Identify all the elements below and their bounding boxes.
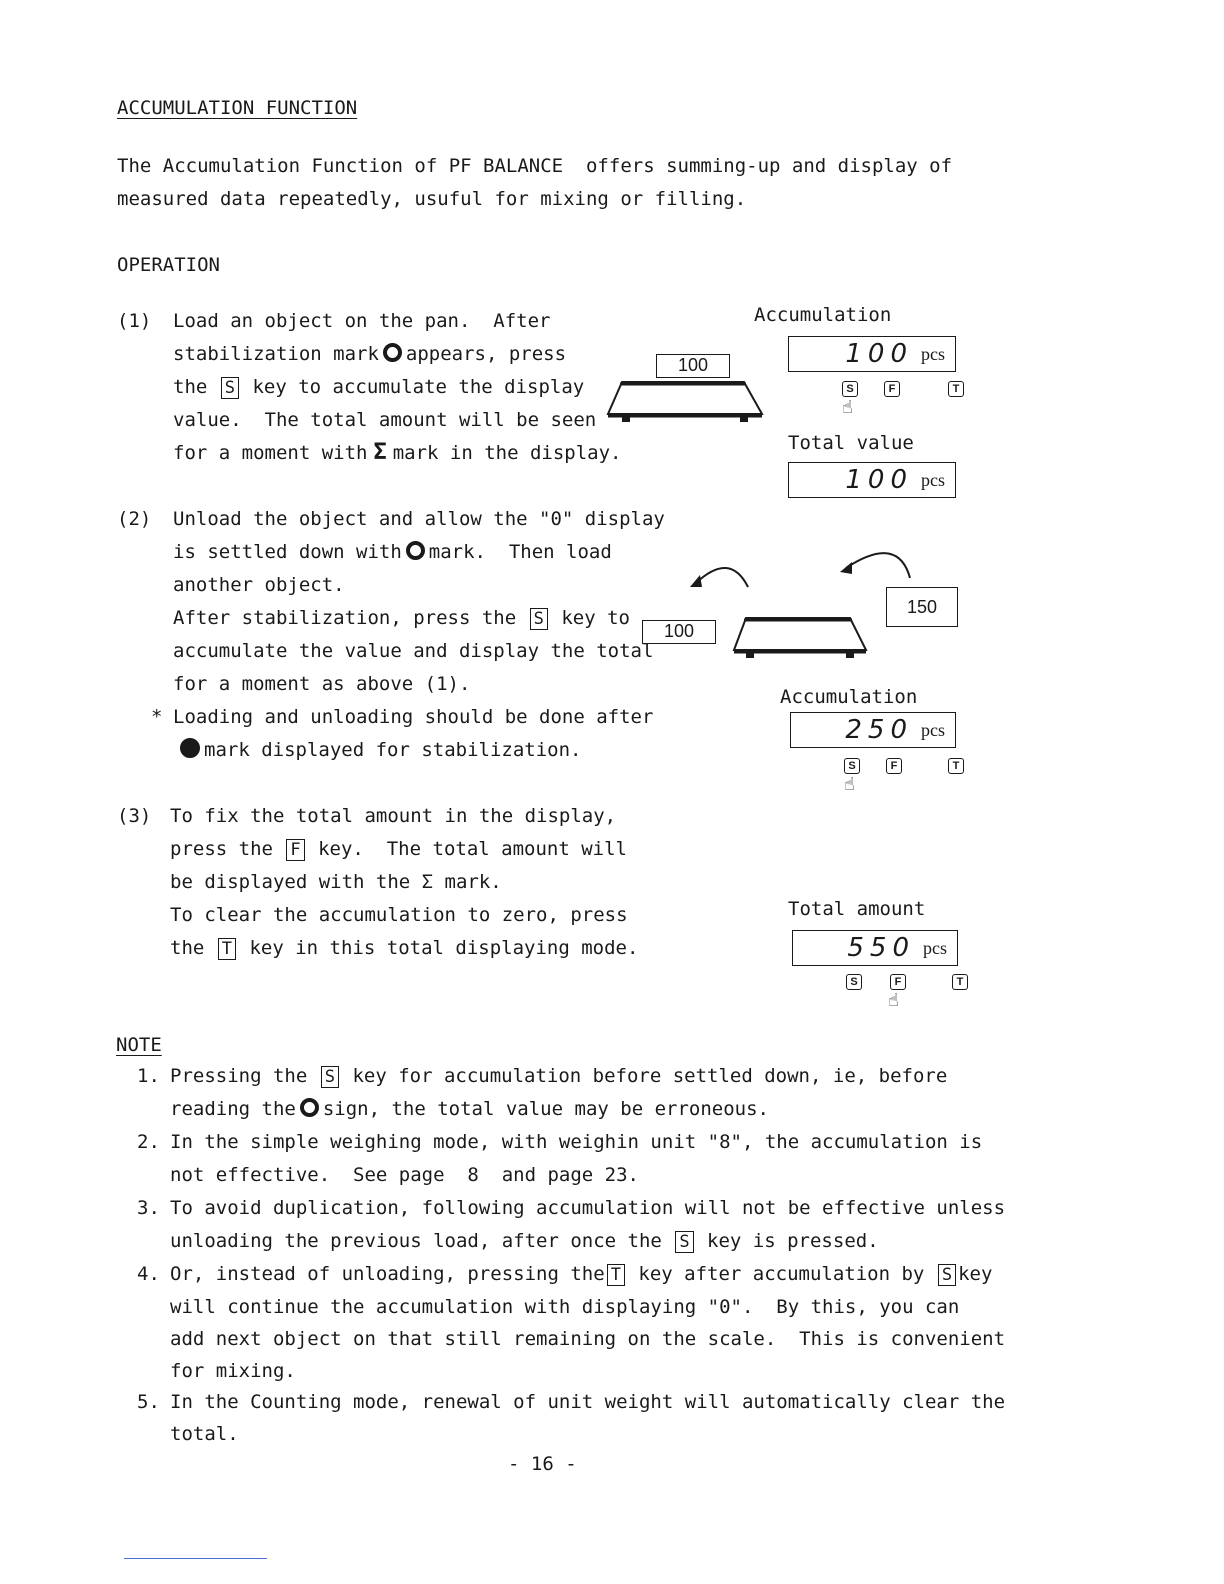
s-key-icon: S (221, 377, 239, 399)
step1-text: key to accumulate the display (252, 376, 585, 398)
display-unit: pcs (923, 937, 947, 958)
step3-line-5 (170, 936, 638, 960)
step1-line-5 (173, 441, 622, 465)
display-value: 100 (845, 465, 913, 495)
step1-number: (1) (117, 310, 152, 332)
f-key-icon: F (890, 974, 906, 990)
fig2-accumulation-display (790, 712, 956, 748)
note2-line-2: not effective. See page 8 and page 23. (170, 1164, 639, 1186)
step1-line-3 (173, 375, 584, 399)
note1-number: 1. (137, 1065, 160, 1087)
display-value: 250 (845, 715, 913, 745)
note5-line-2: total. (170, 1423, 239, 1445)
note-text: key (958, 1263, 993, 1285)
step3-line-3: be displayed with the Σ mark. (170, 871, 502, 893)
note4-line-1 (170, 1262, 992, 1286)
note-text: key after accumulation by (638, 1263, 925, 1285)
fig1-accumulation-display (788, 336, 956, 372)
intro-line-1: The Accumulation Function of PF BALANCE offers summing-up and display of (117, 155, 953, 177)
step2-line-5: accumulate the value and display the total (173, 640, 654, 662)
object-tag: 100 (656, 354, 730, 378)
operation-heading: OPERATION (117, 254, 220, 276)
fig2-accumulation-label: Accumulation (780, 686, 918, 708)
note-text: Pressing the (170, 1065, 308, 1087)
note5-number: 5. (137, 1391, 160, 1413)
step1-line-4: value. The total amount will be seen (173, 409, 597, 431)
t-key-icon: T (607, 1264, 625, 1286)
note-text: Or, instead of unloading, pressing the (170, 1263, 605, 1285)
pressing-hand-icon: ☝ (844, 774, 855, 795)
note-text: unloading the previous load, after once the (170, 1230, 662, 1252)
display-unit: pcs (921, 343, 945, 364)
step1-line-1: Load an object on the pan. After (173, 310, 551, 332)
step2-line-4 (173, 606, 630, 630)
intro-line-2: measured data repeatedly, usuful for mixing or filling. (117, 188, 747, 210)
step3-line-2 (170, 837, 627, 861)
f-key-icon: F (886, 758, 902, 774)
step1-text: appears, press (405, 343, 567, 365)
scale-icon (728, 612, 873, 662)
step2-text: is settled down with (173, 541, 402, 563)
step3-text: key in this total displaying mode. (249, 937, 639, 959)
f-key-icon: F (286, 839, 304, 861)
step2-number: (2) (117, 508, 152, 530)
display-unit: pcs (921, 469, 945, 490)
note5-line-1: In the Counting mode, renewal of unit weight will automatically clear the (170, 1391, 1006, 1413)
note1-line-1 (170, 1064, 947, 1088)
s-key-icon: S (938, 1264, 956, 1286)
fig3-total-label: Total amount (788, 898, 926, 920)
note-text: reading the (170, 1098, 296, 1120)
step2-text: mark. Then load (428, 541, 612, 563)
scale-icon (600, 376, 770, 426)
step2-note-line-2 (176, 738, 582, 762)
s-key-icon: S (675, 1231, 693, 1253)
step3-text: the (170, 937, 205, 959)
note4-line-4: for mixing. (170, 1360, 296, 1382)
sigma-mark-icon: Σ (373, 440, 387, 465)
fig3-total-display (792, 930, 958, 966)
step2-note-star: * (151, 706, 163, 728)
t-key-icon: T (948, 381, 964, 397)
f-key-icon: F (884, 381, 900, 397)
stabilization-mark-icon (300, 1098, 319, 1117)
step3-line-1: To fix the total amount in the display, (170, 805, 617, 827)
note2-line-1: In the simple weighing mode, with weighin unit "8", the accumulation is (170, 1131, 983, 1153)
s-key-icon: S (321, 1066, 339, 1088)
s-key-icon: S (846, 974, 862, 990)
note4-line-2: will continue the accumulation with displaying "0". By this, you can (170, 1296, 960, 1318)
new-object-tag: 150 (886, 587, 958, 627)
t-key-icon: T (218, 938, 236, 960)
t-key-icon: T (952, 974, 968, 990)
s-key-icon: S (844, 758, 860, 774)
step1-text: stabilization mark (173, 343, 379, 365)
note4-line-3: add next object on that still remaining on the scale. This is convenient (170, 1328, 1006, 1350)
pressing-hand-icon: ☝ (888, 990, 899, 1011)
stabilization-mark-icon (406, 541, 425, 560)
step3-line-4: To clear the accumulation to zero, press (170, 904, 628, 926)
s-key-icon: S (530, 608, 548, 630)
unload-arrow-icon (686, 545, 756, 589)
step2-text: After stabilization, press the (173, 607, 517, 629)
note3-line-2 (170, 1229, 879, 1253)
step3-text: press the (170, 838, 273, 860)
display-value: 550 (847, 933, 915, 963)
step2-text: key to (561, 607, 630, 629)
display-value: 100 (845, 339, 913, 369)
s-key-icon: S (842, 381, 858, 397)
step2-text: mark displayed for stabilization. (204, 739, 582, 761)
step3-text: key. The total amount will (318, 838, 627, 860)
note-text: key for accumulation before settled down, ie, before (352, 1065, 948, 1087)
step2-line-6: for a moment as above (1). (173, 673, 471, 695)
note-text: sign, the total value may be erroneous. (322, 1098, 769, 1120)
page-number: - 16 - (508, 1453, 577, 1475)
load-arrow-icon (838, 542, 918, 582)
t-key-icon: T (948, 758, 964, 774)
fig1-accumulation-label: Accumulation (754, 304, 892, 326)
stabilization-mark-icon (383, 343, 402, 362)
step2-line-3: another object. (173, 574, 345, 596)
step2-line-1: Unload the object and allow the "0" display (173, 508, 665, 530)
fig1-total-label: Total value (788, 432, 914, 454)
section-heading: ACCUMULATION FUNCTION (117, 97, 358, 119)
note3-line-1: To avoid duplication, following accumulation will not be effective unless (170, 1197, 1006, 1219)
note2-number: 2. (137, 1131, 160, 1153)
removed-object-tag: 100 (642, 620, 716, 644)
step1-text: the (173, 376, 208, 398)
stabilization-mark-icon (180, 738, 200, 758)
step2-line-2 (173, 540, 612, 564)
note3-number: 3. (137, 1197, 160, 1219)
step1-text: for a moment with (173, 442, 368, 464)
scan-edge-divider (124, 1558, 267, 1559)
step1-line-2 (173, 342, 566, 366)
step2-note-line-1: Loading and unloading should be done after (173, 706, 654, 728)
note-heading: NOTE (116, 1034, 162, 1056)
step3-number: (3) (117, 805, 152, 827)
fig1-total-display (788, 462, 956, 498)
note4-number: 4. (137, 1263, 160, 1285)
note1-line-2 (170, 1097, 769, 1121)
step1-text: mark in the display. (392, 442, 622, 464)
pressing-hand-icon: ☝ (842, 397, 853, 418)
display-unit: pcs (921, 719, 945, 740)
note-text: key is pressed. (707, 1230, 879, 1252)
